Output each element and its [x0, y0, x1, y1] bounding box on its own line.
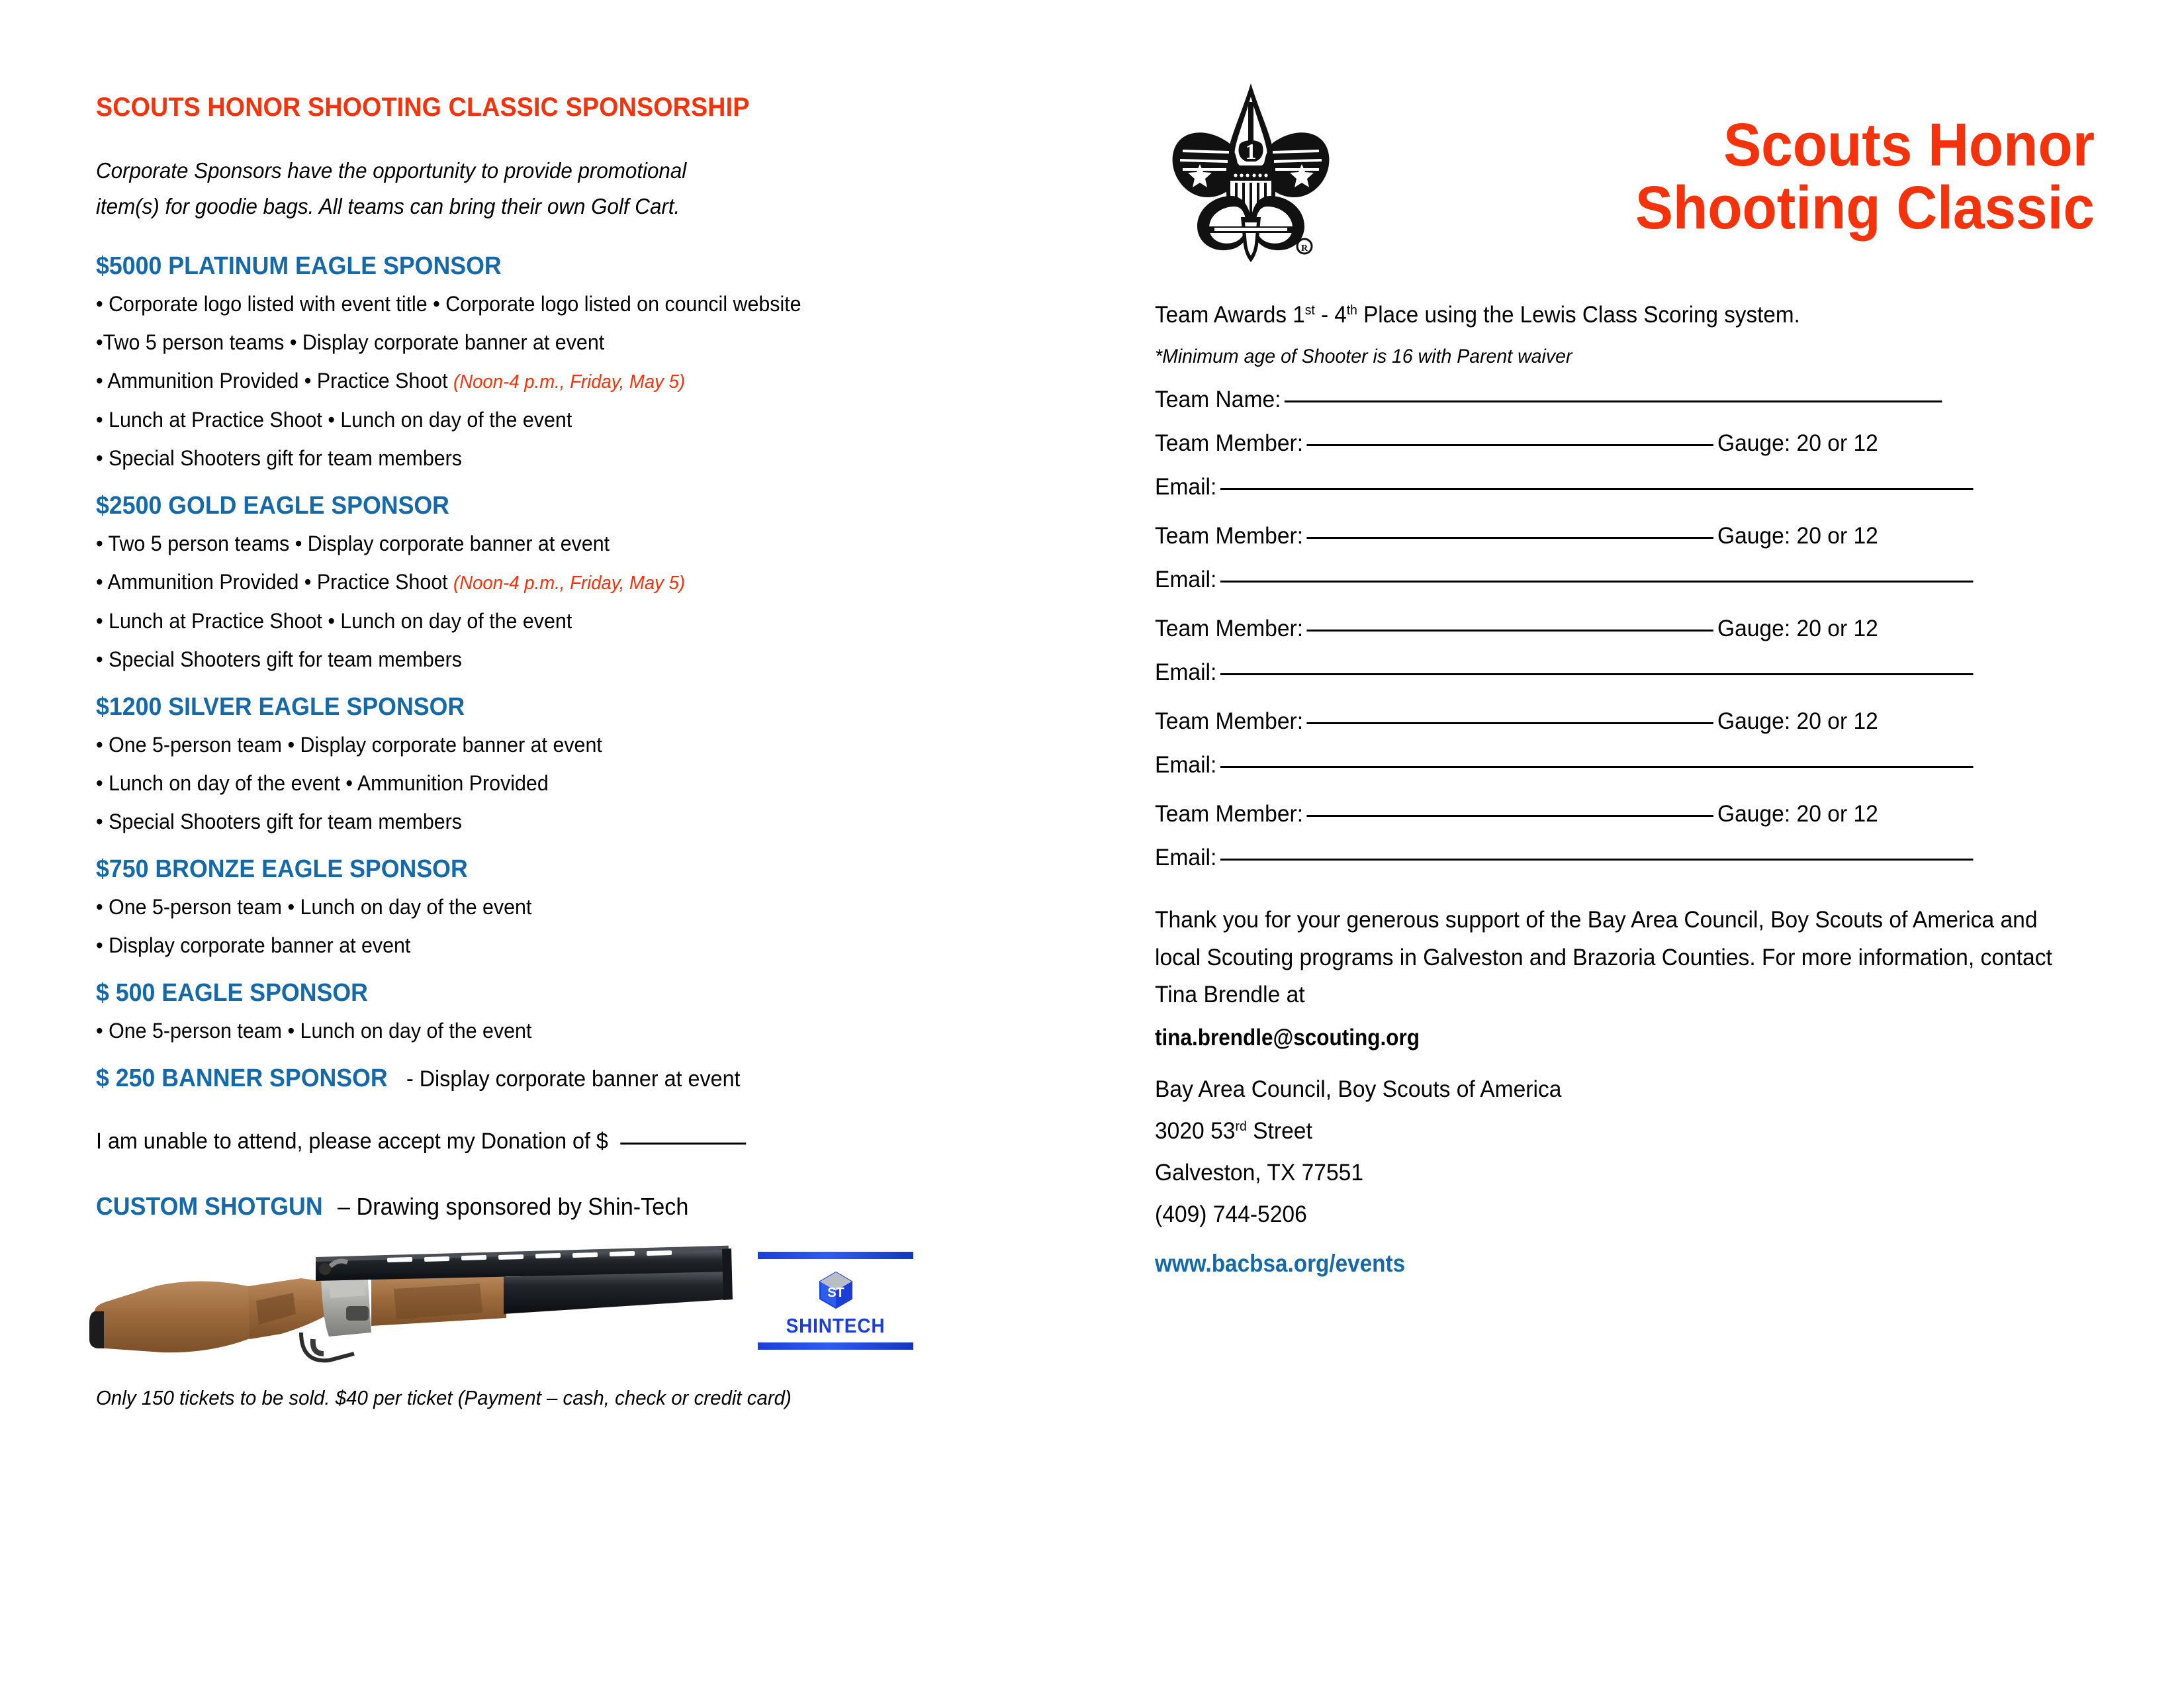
team-member-name-input[interactable] [1307, 722, 1713, 724]
sponsor-benefit-item [96, 602, 951, 640]
sponsor-benefit-item [96, 1011, 951, 1050]
sponsor-tier-benefits [96, 1011, 996, 1050]
sponsor-benefit-item [96, 563, 951, 602]
team-name-input[interactable] [1285, 400, 1942, 402]
sponsor-tier-heading: $ 500 EAGLE SPONSOR [96, 978, 368, 1007]
contact-email-link[interactable]: tina.brendle@scouting.org [1155, 1025, 1420, 1051]
sponsor-tier-benefits [96, 888, 996, 964]
donation-amount-blank[interactable] [620, 1143, 746, 1145]
event-title-line-2: Shooting Classic [1635, 173, 2095, 242]
team-name-label: Team Name: [1155, 387, 1281, 412]
email-input[interactable] [1220, 581, 1974, 583]
benefit-text: • Special Shooters gift for team members [96, 647, 463, 671]
address-organization: Bay Area Council, Boy Scouts of America [1155, 1076, 1562, 1103]
custom-shotgun-row [96, 1193, 996, 1225]
benefit-text: • Display corporate banner at event [96, 933, 411, 957]
awards-post: Place using the Lewis Class Scoring system. [1357, 302, 1800, 328]
benefit-text: • One 5-person team • Lunch on day of the event [96, 1018, 532, 1043]
svg-text:R: R [1300, 244, 1308, 254]
team-member-label: Team Member: [1155, 616, 1304, 641]
sponsor-benefit-item [96, 323, 951, 361]
email-field-row [1155, 567, 2064, 593]
address-street-post: Street [1246, 1118, 1312, 1145]
benefit-text: • Ammunition Provided • Practice Shoot [96, 368, 454, 393]
sponsorship-title: SCOUTS HONOR SHOOTING CLASSIC SPONSORSHIP [96, 93, 750, 122]
practice-shoot-schedule-note: (Noon-4 p.m., Friday, May 5) [453, 572, 686, 594]
team-member-block [1155, 801, 2101, 871]
shintech-logo [758, 1252, 913, 1350]
benefit-text: • Corporate logo listed with event title • Corporate logo listed on council website [96, 291, 801, 316]
team-member-label: Team Member: [1155, 801, 1304, 827]
benefit-text: • Special Shooters gift for team members [96, 809, 463, 833]
team-name-field-row [1155, 387, 2064, 413]
team-member-block [1155, 523, 2101, 593]
sponsor-benefit-item [96, 400, 951, 439]
address-street-sup: rd [1235, 1119, 1247, 1135]
address-city-state-zip: Galveston, TX 77551 [1155, 1160, 1364, 1186]
email-input[interactable] [1220, 673, 1974, 675]
sponsor-benefit-item [96, 524, 951, 563]
shintech-bar-top [758, 1252, 913, 1259]
sponsor-benefit-item [96, 888, 951, 926]
svg-text:ST: ST [827, 1285, 844, 1300]
sponsor-benefit-item [96, 285, 951, 323]
sponsor-tier-benefits [96, 726, 996, 841]
email-label: Email: [1155, 474, 1217, 500]
email-label: Email: [1155, 659, 1217, 685]
donation-label: I am unable to attend, please accept my Donation of $ [96, 1128, 608, 1154]
website-link[interactable]: www.bacbsa.org/events [1155, 1250, 1406, 1278]
team-member-label: Team Member: [1155, 708, 1304, 734]
team-member-label: Team Member: [1155, 523, 1304, 549]
banner-sponsor-heading: $ 250 BANNER SPONSOR [96, 1064, 388, 1092]
email-input[interactable] [1220, 488, 1974, 490]
gauge-option-label[interactable]: Gauge: 20 or 12 [1717, 616, 1878, 641]
sponsor-tier-heading: $5000 PLATINUM EAGLE SPONSOR [96, 252, 502, 280]
address-street-pre: 3020 53 [1155, 1118, 1236, 1145]
awards-pre: Team Awards 1 [1155, 302, 1305, 328]
awards-mid: - 4 [1314, 302, 1347, 328]
sponsor-tier-benefits [96, 524, 996, 679]
team-member-block [1155, 708, 2101, 778]
benefit-text: •Two 5 person teams • Display corporate banner at event [96, 330, 605, 354]
team-member-field-row [1155, 616, 2064, 642]
email-field-row [1155, 752, 2064, 778]
event-title-line-1: Scouts Honor [1723, 111, 2095, 179]
benefit-text: • Lunch on day of the event • Ammunition Provided [96, 771, 549, 795]
team-members-form [1155, 430, 2101, 871]
intro-line-2: item(s) for goodie bags. All teams can bring their own Golf Cart. [96, 193, 680, 218]
address-street [1155, 1110, 2064, 1152]
team-member-name-input[interactable] [1307, 815, 1713, 817]
team-member-block [1155, 430, 2101, 500]
thank-you-paragraph: Thank you for your generous support of the Bay Area Council, Boy Scouts of America and local Scouting programs in Galveston and Brazoria Counties. For more information, contact Tina Brendle at [1155, 907, 2052, 1008]
custom-shotgun-heading: CUSTOM SHOTGUN [96, 1192, 323, 1221]
phone-number: (409) 744-5206 [1155, 1201, 1307, 1228]
email-input[interactable] [1220, 766, 1974, 768]
team-member-field-row [1155, 708, 2064, 735]
awards-sup-first: st [1304, 303, 1315, 318]
banner-sponsor-row [96, 1064, 996, 1097]
sponsor-tier-benefits [96, 285, 996, 477]
registration-column [1155, 79, 2101, 1278]
team-member-label: Team Member: [1155, 430, 1304, 456]
email-label: Email: [1155, 845, 1217, 870]
benefit-text: • One 5-person team • Lunch on day of the event [96, 894, 532, 919]
sponsor-tier-heading: $2500 GOLD EAGLE SPONSOR [96, 491, 449, 520]
gauge-option-label[interactable]: Gauge: 20 or 12 [1717, 708, 1878, 734]
intro-line-1: Corporate Sponsors have the opportunity to provide promotional [96, 158, 687, 183]
svg-text:1: 1 [1245, 140, 1257, 164]
email-field-row [1155, 845, 2064, 871]
shintech-hexagon-icon [816, 1270, 856, 1310]
gauge-option-label[interactable]: Gauge: 20 or 12 [1717, 523, 1878, 549]
sponsorship-column [96, 93, 996, 1410]
shotgun-image-area [96, 1240, 956, 1376]
team-member-name-input[interactable] [1307, 630, 1713, 632]
minimum-age-note: *Minimum age of Shooter is 16 with Parent waiver [1155, 346, 1572, 367]
banner-sponsor-tail: - Display corporate banner at event [406, 1066, 741, 1092]
intro-paragraph [96, 153, 951, 224]
awards-line [1155, 302, 2054, 328]
benefit-text: • One 5-person team • Display corporate banner at event [96, 732, 602, 757]
shintech-wordmark: SHINTECH [786, 1313, 886, 1337]
email-field-row [1155, 474, 2064, 500]
email-label: Email: [1155, 567, 1217, 592]
bsa-fleur-de-lis-icon [1168, 79, 1334, 265]
email-input[interactable] [1220, 859, 1974, 861]
sponsor-tier-heading: $1200 SILVER EAGLE SPONSOR [96, 692, 465, 721]
sponsor-tier-list [96, 252, 996, 1050]
sponsor-benefit-item [96, 926, 951, 964]
event-header [1155, 79, 2101, 298]
sponsor-benefit-item [96, 361, 951, 400]
custom-shotgun-tail: – Drawing sponsored by Shin-Tech [337, 1192, 688, 1220]
gauge-option-label[interactable]: Gauge: 20 or 12 [1717, 801, 1878, 827]
team-member-name-input[interactable] [1307, 444, 1713, 446]
gauge-option-label[interactable]: Gauge: 20 or 12 [1717, 430, 1878, 456]
sponsor-benefit-item [96, 640, 951, 679]
sponsor-benefit-item [96, 764, 951, 802]
benefit-text: • Lunch at Practice Shoot • Lunch on day of the event [96, 608, 572, 633]
benefit-text: • Ammunition Provided • Practice Shoot [96, 569, 454, 594]
awards-sup-fourth: th [1346, 303, 1357, 318]
sponsor-benefit-item [96, 726, 951, 764]
benefit-text: • Two 5 person teams • Display corporate banner at event [96, 531, 610, 555]
team-member-field-row [1155, 523, 2064, 549]
practice-shoot-schedule-note: (Noon-4 p.m., Friday, May 5) [453, 371, 686, 393]
sponsor-benefit-item [96, 439, 951, 477]
team-member-block [1155, 616, 2101, 686]
donation-line [96, 1129, 951, 1154]
team-member-name-input[interactable] [1307, 537, 1713, 539]
ticket-info-line: Only 150 tickets to be sold. $40 per ticket (Payment – cash, check or credit card) [96, 1385, 792, 1409]
shotgun-icon [83, 1240, 745, 1372]
benefit-text: • Lunch at Practice Shoot • Lunch on day of the event [96, 407, 572, 432]
shintech-bar-bottom [758, 1342, 913, 1350]
email-field-row [1155, 659, 2064, 686]
event-title [1424, 111, 2095, 242]
team-member-field-row [1155, 801, 2064, 827]
benefit-text: • Special Shooters gift for team members [96, 445, 463, 470]
sponsor-tier-heading: $750 BRONZE EAGLE SPONSOR [96, 855, 468, 883]
sponsor-benefit-item [96, 802, 951, 841]
email-label: Email: [1155, 752, 1217, 778]
team-member-field-row [1155, 430, 2064, 457]
